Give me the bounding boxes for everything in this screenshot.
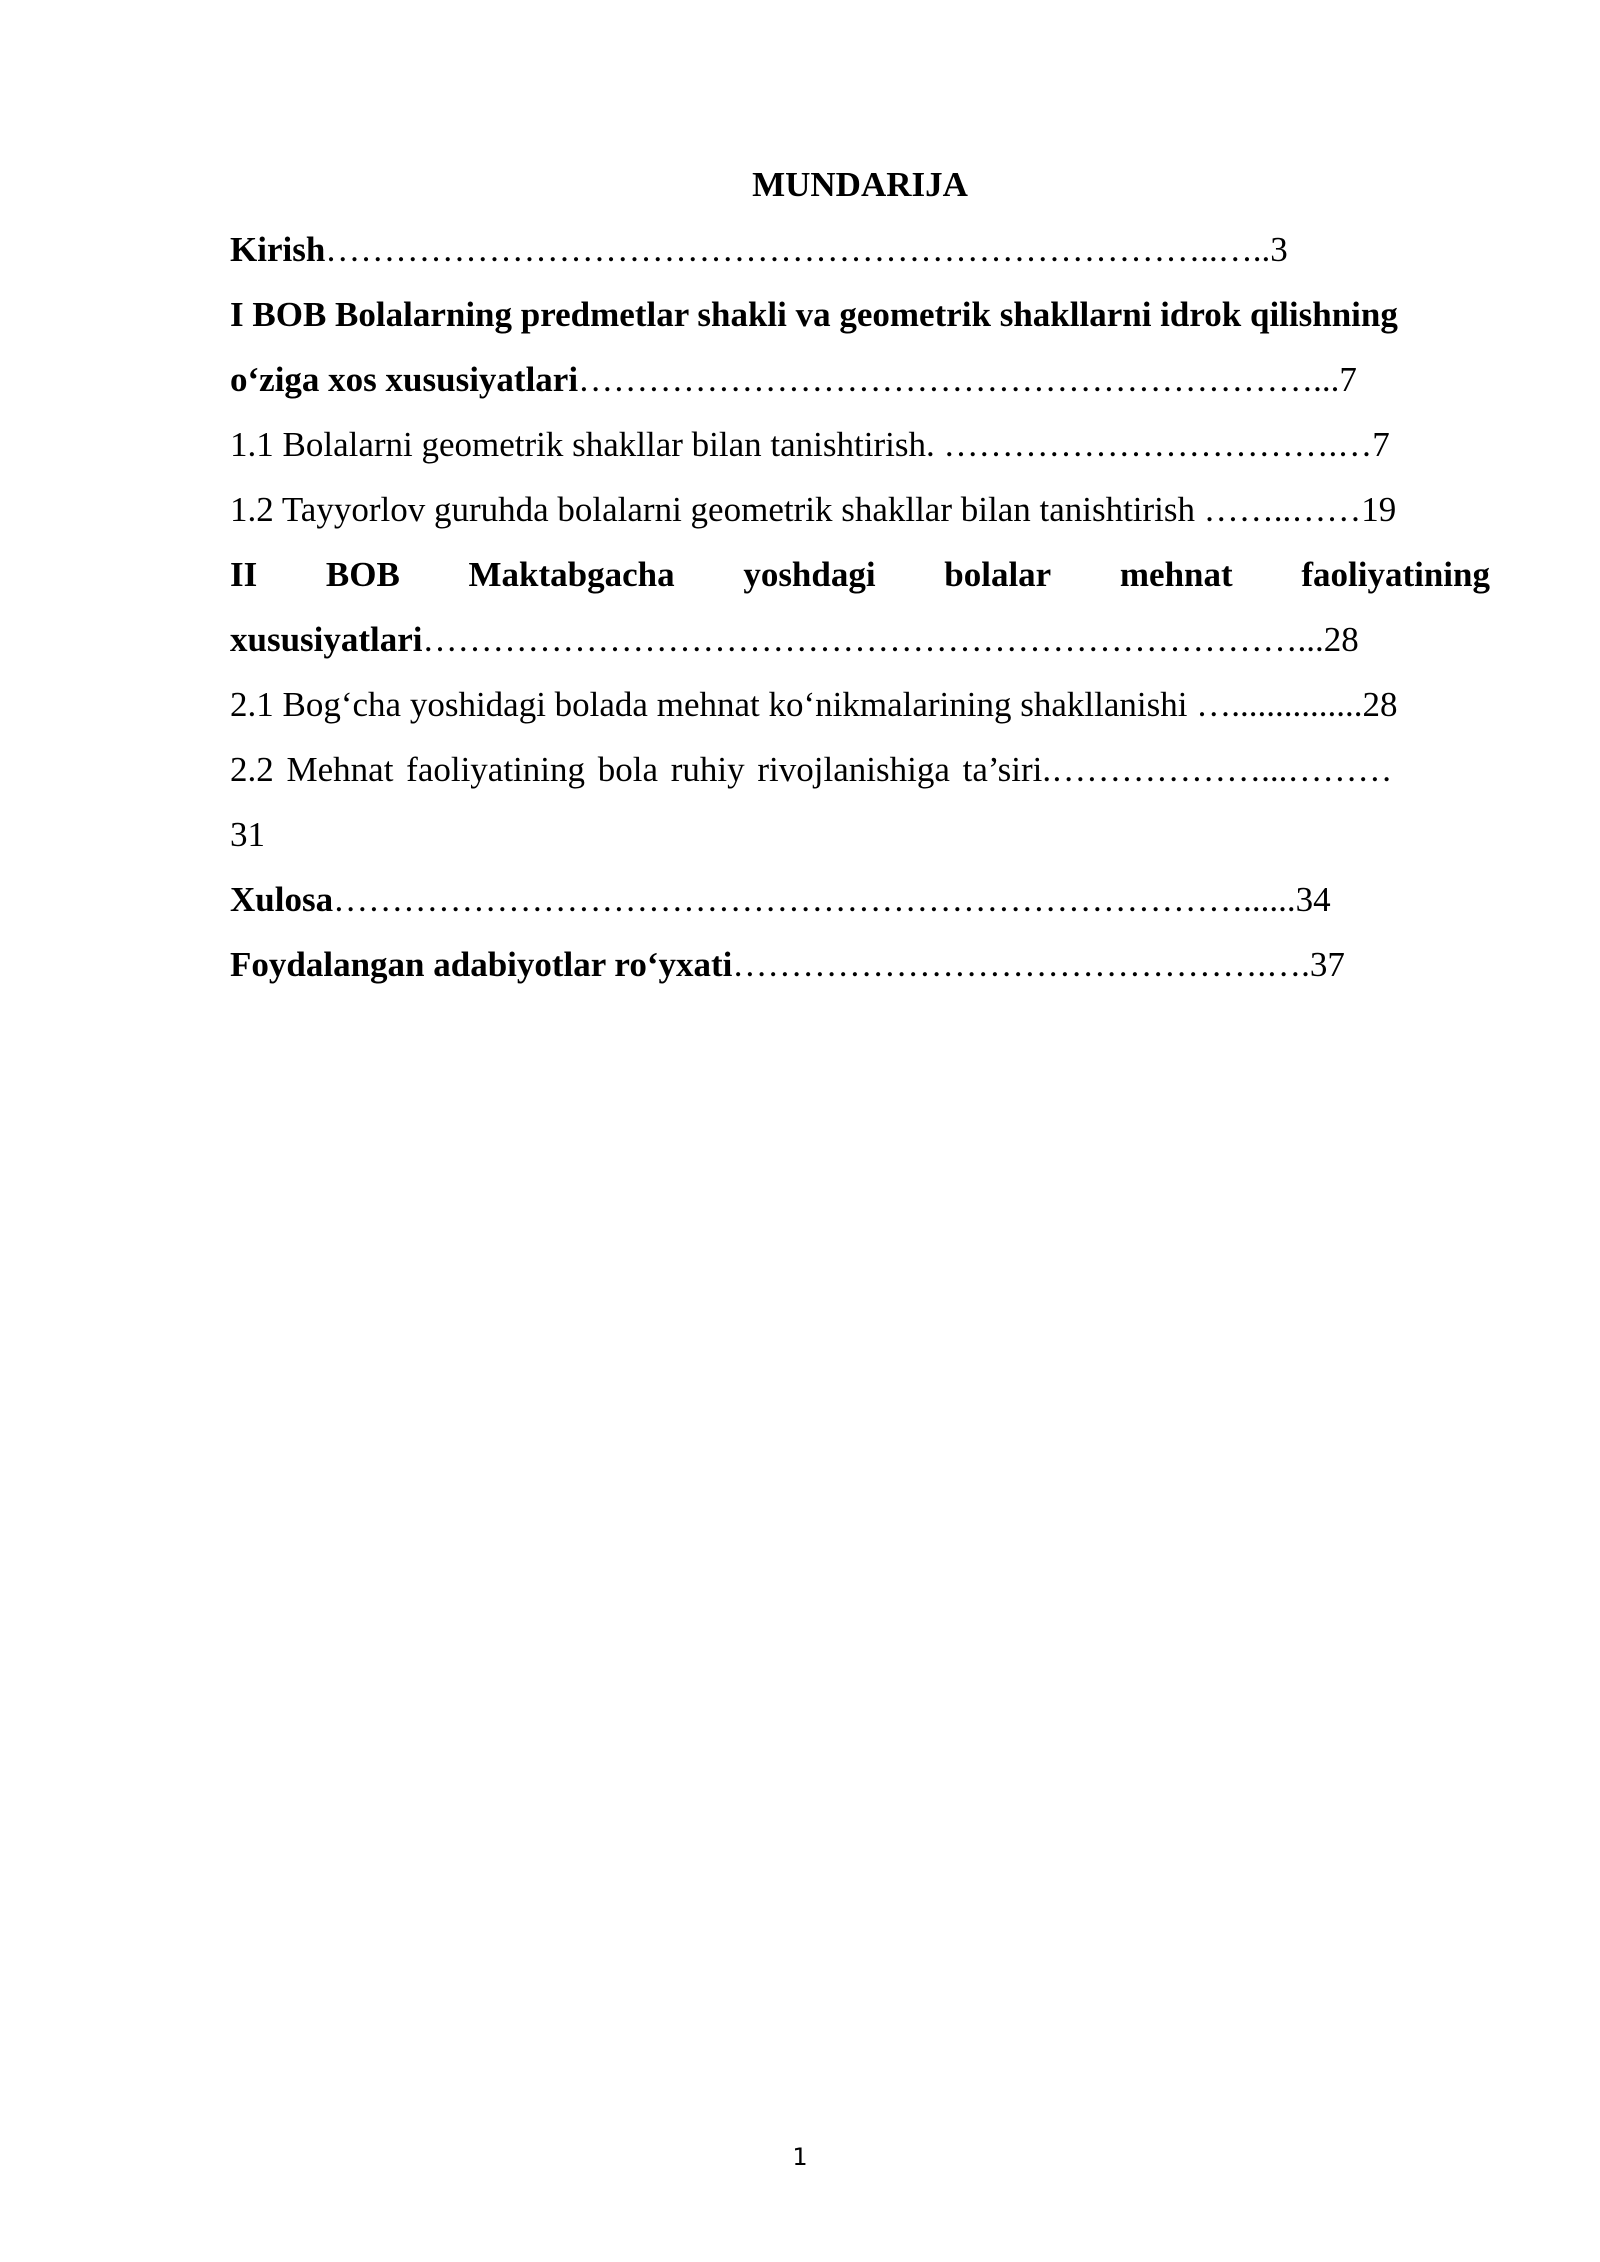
toc-entry-xulosa [230,867,1490,932]
toc-entry-chapter-2-cont [230,607,1490,672]
toc-entry-leader: ……………………………………………………………………......34 [333,880,1331,919]
toc-entry-label: xususiyatlari [230,620,423,659]
toc-word: yoshdagi [743,555,876,594]
toc-entry-chapter-1: I BOB Bolalarning predmetlar shakli va geometrik shakllarni idrok qilishning [230,295,1398,334]
toc-entry-leader: …………………………………………………………………..…..3 [325,230,1288,269]
toc-word: Maktabgacha [468,555,675,594]
toc-entry-section-1-2: 1.2 Tayyorlov guruhda bolalarni geometrik shakllar bilan tanishtirish ……..……19 [230,490,1397,529]
toc-entry-section-2-2-page: 31 [230,815,265,854]
toc-entry-section-1-1: 1.1 Bolalarni geometrik shakllar bilan tanishtirish. …………………………….…7 [230,425,1390,464]
toc-entry-leader: …………………………………………………………………...28 [422,620,1359,659]
toc-word: II [230,555,258,594]
toc-word: bolalar [944,555,1052,594]
toc-title: MUNDARIJA [752,165,968,204]
toc-entry-label: o‘ziga xos xususiyatlari [230,360,579,399]
toc-word: mehnat [1119,555,1233,594]
toc-entry-kirish [230,217,1490,282]
toc-entry-adabiyotlar [230,932,1490,997]
page-number: 1 [792,2143,808,2171]
toc-entry-chapter-1-cont [230,347,1490,412]
table-of-contents [230,152,1490,997]
toc-entry-leader: ……………………………………….….37 [732,945,1345,984]
toc-word: BOB [325,555,400,594]
toc-entry-label: Kirish [230,230,326,269]
toc-entry-section-2-1: 2.1 Bog‘cha yoshidagi bolada mehnat ko‘nikmalarining shakllanishi …...............28 [230,685,1398,724]
toc-entry-label: Xulosa [230,880,334,919]
toc-entry-label: Foydalangan adabiyotlar ro‘yxati [230,945,733,984]
toc-entry-leader: ………………………………………………………...7 [578,360,1357,399]
toc-entry-chapter-2 [230,542,1490,607]
toc-word: faoliyatining [1301,555,1490,594]
toc-entry-section-2-2: 2.2 Mehnat faoliyatining bola ruhiy rivojlanishiga ta’siri.………………...……… [230,750,1393,789]
